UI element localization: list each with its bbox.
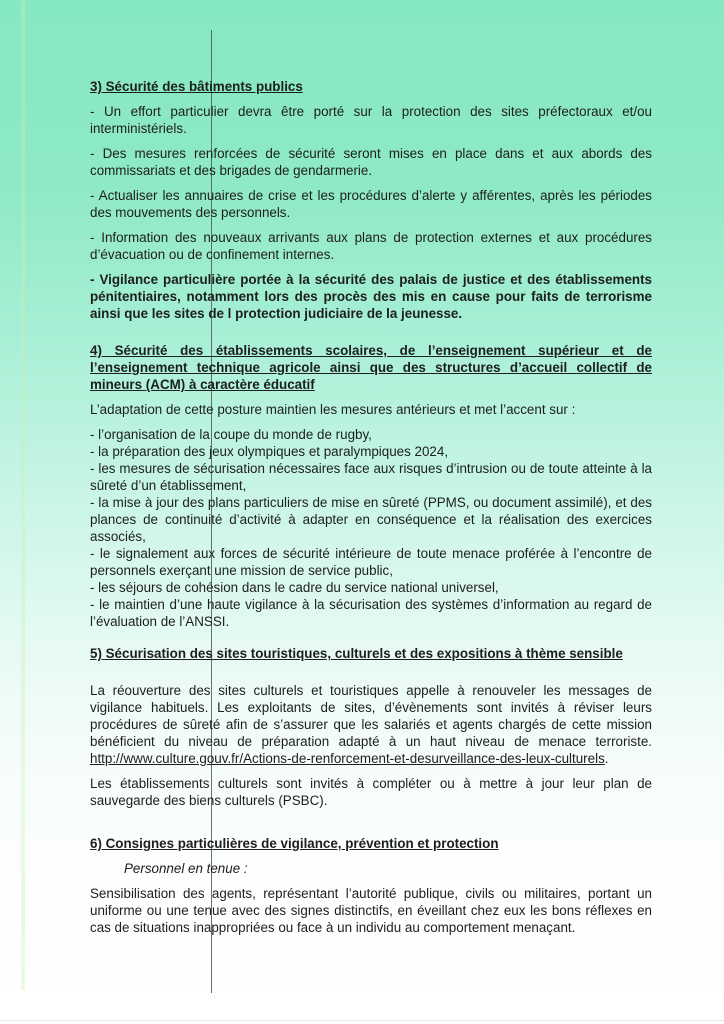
page-bottom-edge <box>0 1020 724 1021</box>
list-item: - la préparation des jeux olympiques et paralympiques 2024, <box>90 444 449 459</box>
bold-paragraph: - Vigilance particulière portée à la sécurité des palais de justice et des établissements pénitentiaires, notamment lors des procès des mis en cause pour faits de terrorisme ainsi que les sites de l protection judiciaire de la jeunesse. <box>90 272 652 321</box>
measures-list <box>90 426 652 630</box>
list-item: - l’organisation de la coupe du monde de rugby, <box>90 427 372 442</box>
list-item: - le signalement aux forces de sécurité intérieure de toute menace proférée à l’encontre de personnels exerçant une mission de service public, <box>90 546 652 578</box>
link-suffix: . <box>604 751 609 766</box>
section-title: 3) Sécurité des bâtiments publics <box>90 79 303 94</box>
paragraph: - Information des nouveaux arrivants aux plans de protection externes et aux procédures d’évacuation ou de confinement internes. <box>90 230 652 262</box>
section-tourist-sites <box>90 645 652 817</box>
culture-link[interactable]: http://www.culture.gouv.fr/Actions-de-renforcement-et-desurveillance-des-leux-culturels <box>90 751 605 766</box>
list-item: - le maintien d’une haute vigilance à la sécurisation des systèmes d’information au regard de l’évaluation de l’ANSSI. <box>90 597 652 629</box>
paragraph-text: La réouverture des sites culturels et touristiques appelle à renouveler les messages de vigilance habituels. Les exploitants de sites, d’évènements sont invités à réviser leurs procédures de sûreté afin de s’assurer que les salariés et agents chargés de cette mission bénéficient du niveau de préparation adapté à un haut niveau de menace terroriste. <box>90 683 652 749</box>
list-item: - les séjours de cohésion dans le cadre du service national universel, <box>90 580 499 595</box>
paragraph: - Des mesures renforcées de sécurité seront mises en place dans et aux abords des commissariats et des brigades de gendarmerie. <box>90 146 652 178</box>
scan-left-edge <box>21 0 25 990</box>
section-vigilance <box>90 835 652 944</box>
list-item: - la mise à jour des plans particuliers de mise en sûreté (PPMS, ou document assimilé), et des plances de continuité d’activité à adapter en conséquence et la réalisation des exercices associés, <box>90 495 652 544</box>
intro-paragraph: L’adaptation de cette posture maintien les mesures antérieurs et met l’accent sur : <box>90 402 576 417</box>
paragraph: - Actualiser les annuaires de crise et les procédures d’alerte y afférentes, après les périodes des mouvements des personnels. <box>90 188 652 220</box>
section-title: 4) Sécurité des établissements scolaires, de l’enseignement supérieur et de l’enseignement technique agricole ainsi que des structures d’accueil collectif de mineurs (ACM) à caractère éducatif <box>90 343 652 392</box>
section-title: 5) Sécurisation des sites touristiques, culturels et des expositions à thème sensible <box>90 646 623 661</box>
paragraph: Les établissements culturels sont invités à compléter ou à mettre à jour leur plan de sauvegarde des biens culturels (PSBC). <box>90 776 652 808</box>
list-item: - les mesures de sécurisation nécessaires face aux risques d’intrusion ou de toute atteinte à la sûreté d’un établissement, <box>90 461 652 493</box>
subtitle: Personnel en tenue : <box>124 861 248 876</box>
section-public-buildings <box>90 78 652 330</box>
section-schools <box>90 342 652 638</box>
section-title: 6) Consignes particulières de vigilance, prévention et protection <box>90 836 499 851</box>
paragraph: Sensibilisation des agents, représentant l’autorité publique, civils ou militaires, portant un uniforme ou une tenue avec des signes distinctifs, en éveillant chez eux les bons réflexes en cas de situations inappropriées ou face à un individu au comportement menaçant. <box>90 886 652 935</box>
paragraph <box>90 682 652 767</box>
paragraph: - Un effort particulier devra être porté sur la protection des sites préfectoraux et/ou interministériels. <box>90 104 652 136</box>
